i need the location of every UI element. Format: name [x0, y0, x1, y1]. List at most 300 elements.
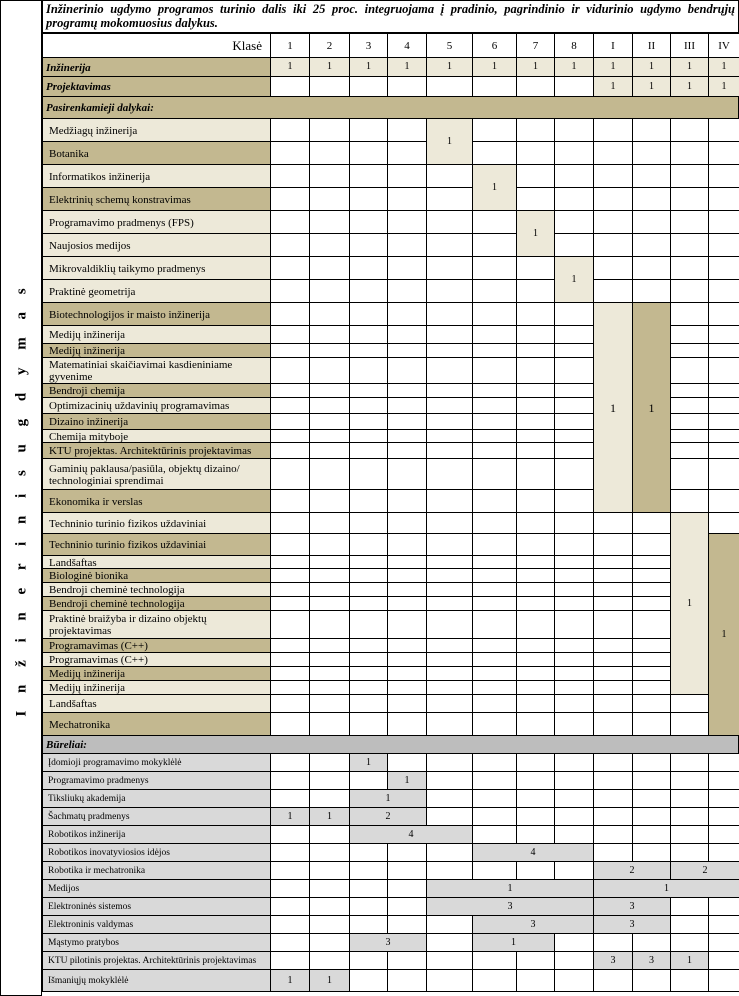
grade-cell	[516, 555, 555, 569]
hours-cell-text: 1	[447, 135, 452, 147]
hours-cell	[554, 256, 594, 303]
grade-cell	[270, 187, 310, 211]
grade-cell	[516, 596, 555, 611]
row-label	[42, 789, 271, 808]
grade-cell	[349, 843, 388, 862]
grade-cell	[387, 279, 427, 303]
grade-cell	[309, 533, 350, 556]
grade-cell	[387, 582, 427, 597]
grade-cell	[632, 512, 671, 534]
table-title: Inžinerinio ugdymo programos turinio dalis iki 25 proc. integruojama į pradinio, pagrindinio ir vidurinio ugdymo bendrųjų programų mokomuosius dalykus.	[42, 0, 739, 33]
grade-cell	[472, 413, 517, 430]
row-label-text: Medžiagų inžinerija	[49, 124, 138, 137]
grade-cell	[349, 397, 388, 414]
grade-cell	[270, 951, 310, 970]
grade-cell	[632, 568, 671, 583]
hours-cell-text: 3	[385, 936, 391, 948]
row-label-text: Biologinė bionika	[49, 570, 129, 582]
side-label	[0, 0, 42, 996]
grade-cell	[349, 383, 388, 398]
grade-cell	[554, 233, 594, 257]
grade-cell	[426, 638, 473, 653]
row-label	[42, 915, 271, 934]
grade-cell	[554, 969, 594, 992]
hours-cell-text: 1	[287, 974, 293, 986]
section-header-clubs-text: Būreliai:	[46, 739, 87, 751]
grade-cell	[387, 325, 427, 344]
grade-cell	[632, 164, 671, 188]
grade-header	[472, 33, 517, 58]
hours-cell	[270, 807, 310, 826]
grade-cell	[670, 429, 709, 443]
grade-cell	[708, 915, 739, 934]
grade-cell	[270, 233, 310, 257]
grade-cell	[593, 568, 633, 583]
grade-header	[516, 33, 555, 58]
grade-cell	[270, 429, 310, 443]
grade-cell	[472, 512, 517, 534]
grade-cell	[554, 118, 594, 142]
grade-cell	[670, 325, 709, 344]
grade-cell	[708, 210, 739, 234]
row-label-text: Programavimo pradmenys (FPS)	[49, 216, 194, 229]
grade-cell	[516, 187, 555, 211]
grade-cell	[516, 610, 555, 639]
grade-cell	[387, 680, 427, 695]
hours-cell	[349, 807, 427, 826]
hours-cell-text: 1	[687, 80, 692, 92]
grade-cell	[270, 210, 310, 234]
grade-cell	[426, 233, 473, 257]
row-label	[42, 512, 271, 534]
grade-cell	[387, 343, 427, 358]
grade-cell	[516, 753, 555, 772]
row-label	[42, 413, 271, 430]
row-label	[42, 233, 271, 257]
grade-cell	[270, 680, 310, 695]
row-label-text: Programavimas (C++)	[49, 654, 148, 666]
grade-cell	[426, 325, 473, 344]
hours-cell	[309, 807, 350, 826]
hours-cell	[593, 879, 739, 898]
grade-cell	[632, 771, 671, 790]
grade-cell	[632, 596, 671, 611]
grade-cell	[309, 118, 350, 142]
grade-cell	[349, 652, 388, 667]
hours-cell	[593, 951, 633, 970]
grade-cell	[554, 442, 594, 459]
grade-cell	[349, 458, 388, 490]
grade-cell	[554, 397, 594, 414]
row-label	[42, 652, 271, 667]
grade-cell	[593, 843, 633, 862]
grade-cell	[309, 951, 350, 970]
grade-cell	[516, 343, 555, 358]
grade-cell	[593, 638, 633, 653]
hours-cell-text: 2	[629, 864, 635, 876]
row-label	[42, 397, 271, 414]
grade-cell	[472, 279, 517, 303]
grade-cell	[516, 680, 555, 695]
row-label	[42, 825, 271, 844]
grade-cell	[472, 771, 517, 790]
grade-cell	[670, 825, 709, 844]
grade-cell	[387, 638, 427, 653]
grade-cell	[309, 596, 350, 611]
grade-cell	[593, 652, 633, 667]
section-header-clubs	[42, 735, 739, 754]
grade-header-text: III	[684, 39, 695, 52]
grade-cell	[270, 638, 310, 653]
grade-cell	[309, 753, 350, 772]
grade-cell	[554, 951, 594, 970]
grade-cell	[472, 582, 517, 597]
grade-header	[349, 33, 388, 58]
grade-cell	[472, 789, 517, 808]
grade-cell	[270, 712, 310, 736]
row-label-text: Botanika	[49, 147, 89, 160]
grade-cell	[516, 771, 555, 790]
row-label	[42, 568, 271, 583]
grade-cell	[554, 302, 594, 326]
row-label	[42, 951, 271, 970]
grade-cell	[632, 141, 671, 165]
grade-cell	[516, 825, 555, 844]
grade-cell	[349, 512, 388, 534]
hours-cell	[708, 76, 739, 97]
grade-header-text: 7	[532, 39, 539, 52]
grade-cell	[270, 357, 310, 384]
row-label	[42, 879, 271, 898]
grade-cell	[309, 843, 350, 862]
row-label	[42, 807, 271, 826]
hours-cell-text: 1	[649, 61, 654, 72]
grade-cell	[270, 325, 310, 344]
grade-cell	[426, 789, 473, 808]
grade-cell	[270, 694, 310, 713]
hours-cell-text: 1	[571, 273, 577, 285]
grade-cell	[426, 210, 473, 234]
grade-cell	[708, 383, 739, 398]
grade-cell	[387, 596, 427, 611]
hours-cell	[270, 57, 310, 77]
grade-cell	[309, 233, 350, 257]
grade-cell	[387, 256, 427, 280]
grade-cell	[270, 118, 310, 142]
grade-cell	[670, 458, 709, 490]
grade-cell	[670, 807, 709, 826]
grade-cell	[349, 187, 388, 211]
hours-cell	[593, 915, 671, 934]
row-label-text: Medijos	[48, 884, 80, 894]
grade-cell	[426, 861, 473, 880]
grade-cell	[593, 610, 633, 639]
grade-cell	[670, 753, 709, 772]
row-label-text: Medijų inžinerija	[49, 329, 126, 341]
grade-cell	[387, 118, 427, 142]
grade-cell	[708, 442, 739, 459]
row-label	[42, 680, 271, 695]
grade-cell	[708, 233, 739, 257]
grade-cell	[349, 343, 388, 358]
hours-cell-text: 1	[610, 80, 616, 92]
grade-cell	[349, 555, 388, 569]
grade-cell	[554, 458, 594, 490]
grade-cell	[270, 843, 310, 862]
grade-cell	[516, 666, 555, 681]
grade-cell	[472, 302, 517, 326]
grade-cell	[387, 915, 427, 934]
grade-cell	[387, 568, 427, 583]
grade-cell	[349, 879, 388, 898]
grade-cell	[554, 694, 594, 713]
hours-cell-text: 3	[629, 900, 635, 912]
grade-cell	[349, 279, 388, 303]
grade-cell	[426, 383, 473, 398]
grade-cell	[426, 753, 473, 772]
grade-cell	[387, 413, 427, 430]
hours-cell-text: 3	[530, 918, 536, 930]
section-header-elective-text: Pasirenkamieji dalykai:	[46, 102, 154, 114]
grade-cell	[670, 442, 709, 459]
grade-cell	[309, 210, 350, 234]
grade-cell	[593, 789, 633, 808]
hours-cell-text: 1	[533, 227, 538, 239]
grade-cell	[670, 210, 709, 234]
grade-cell	[554, 753, 594, 772]
grade-cell	[270, 413, 310, 430]
grade-cell	[426, 712, 473, 736]
grade-cell	[593, 694, 633, 713]
grade-cell	[349, 771, 388, 790]
grade-cell	[670, 343, 709, 358]
hours-cell	[708, 57, 739, 77]
hours-cell	[349, 825, 473, 844]
row-label-text: Įdomioji programavimo mokyklėlė	[48, 758, 182, 768]
grade-cell	[554, 533, 594, 556]
grade-cell	[554, 861, 594, 880]
grade-cell	[516, 694, 555, 713]
grade-cell	[387, 397, 427, 414]
hours-cell	[554, 57, 594, 77]
row-label-text: Ekonomika ir verslas	[49, 495, 143, 508]
grade-cell	[309, 652, 350, 667]
grade-cell	[472, 210, 517, 234]
grade-cell	[516, 638, 555, 653]
hours-cell-text: 1	[404, 61, 410, 72]
row-label-text: Medijų inžinerija	[49, 668, 126, 680]
hours-cell-text: 1	[511, 936, 516, 948]
grade-cell	[309, 429, 350, 443]
grade-cell	[554, 325, 594, 344]
row-label-text: Chemija mityboje	[49, 430, 129, 443]
grade-cell	[516, 383, 555, 398]
grade-cell	[708, 325, 739, 344]
hours-cell-text: 1	[507, 882, 513, 894]
grade-cell	[593, 596, 633, 611]
grade-cell	[270, 489, 310, 513]
grade-cell	[309, 861, 350, 880]
row-label	[42, 343, 271, 358]
hours-cell	[349, 789, 427, 808]
grade-cell	[516, 489, 555, 513]
grade-cell	[426, 555, 473, 569]
grade-cell	[349, 568, 388, 583]
grade-cell	[426, 666, 473, 681]
grade-cell	[708, 429, 739, 443]
grade-cell	[670, 357, 709, 384]
grade-cell	[387, 610, 427, 639]
row-label-text: Techninio turinio fizikos uždaviniai	[49, 517, 207, 530]
grade-cell	[349, 256, 388, 280]
grade-cell	[426, 256, 473, 280]
grade-cell	[670, 843, 709, 862]
row-label	[42, 610, 271, 639]
grade-cell	[554, 771, 594, 790]
row-label	[42, 638, 271, 653]
grade-cell	[270, 596, 310, 611]
grade-cell	[472, 489, 517, 513]
row-label	[42, 897, 271, 916]
grade-cell	[349, 118, 388, 142]
grade-cell	[554, 610, 594, 639]
grade-cell	[554, 789, 594, 808]
hours-cell	[387, 57, 427, 77]
grade-cell	[349, 610, 388, 639]
grade-cell	[554, 825, 594, 844]
grade-cell	[426, 164, 473, 188]
row-label-text: Dizaino inžinerija	[49, 416, 129, 428]
grade-cell	[593, 533, 633, 556]
row-label	[42, 489, 271, 513]
grade-cell	[426, 458, 473, 490]
grade-cell	[708, 458, 739, 490]
row-label-text: Elektrinių schemų konstravimas	[49, 193, 191, 206]
grade-cell	[632, 582, 671, 597]
grade-cell	[632, 933, 671, 952]
grade-cell	[670, 141, 709, 165]
grade-cell	[426, 489, 473, 513]
row-label	[42, 357, 271, 384]
grade-cell	[670, 233, 709, 257]
row-label	[42, 302, 271, 326]
row-label-text: Robotikos inovatyviosios idėjos	[48, 848, 170, 858]
row-label	[42, 458, 271, 490]
row-label	[42, 383, 271, 398]
grade-cell	[349, 489, 388, 513]
grade-cell	[309, 582, 350, 597]
grade-cell	[270, 76, 310, 97]
grade-cell	[270, 458, 310, 490]
class-header-text: Klasė	[232, 37, 262, 53]
grade-cell	[309, 825, 350, 844]
grade-cell	[270, 383, 310, 398]
grade-cell	[472, 118, 517, 142]
grade-cell	[516, 807, 555, 826]
grade-cell	[632, 279, 671, 303]
grade-cell	[554, 596, 594, 611]
hours-cell	[516, 210, 555, 257]
grade-cell	[309, 256, 350, 280]
hours-cell-text: 1	[404, 774, 410, 786]
hours-cell-text: 1	[366, 61, 371, 72]
hours-cell	[632, 302, 671, 513]
grade-cell	[708, 343, 739, 358]
hours-cell	[593, 897, 671, 916]
row-label	[42, 861, 271, 880]
hours-cell-text: 4	[530, 846, 536, 858]
grade-cell	[270, 861, 310, 880]
grade-cell	[516, 442, 555, 459]
grade-cell	[708, 789, 739, 808]
grade-cell	[387, 442, 427, 459]
grade-cell	[516, 429, 555, 443]
hours-cell-text: 3	[629, 918, 635, 930]
grade-cell	[309, 712, 350, 736]
grade-cell	[516, 256, 555, 280]
grade-cell	[632, 807, 671, 826]
grade-cell	[270, 582, 310, 597]
grade-cell	[309, 343, 350, 358]
grade-cell	[349, 951, 388, 970]
hours-cell	[670, 57, 709, 77]
grade-cell	[426, 533, 473, 556]
grade-cell	[309, 279, 350, 303]
hours-cell-text: 1	[447, 61, 452, 72]
row-label-text: Bendroji cheminė technologija	[49, 598, 185, 610]
grade-cell	[387, 489, 427, 513]
grade-header-text: 8	[571, 39, 577, 52]
grade-cell	[309, 638, 350, 653]
grade-cell	[426, 843, 473, 862]
hours-cell-text: 4	[408, 828, 414, 840]
hours-cell	[472, 915, 594, 934]
grade-cell	[554, 429, 594, 443]
grade-cell	[309, 141, 350, 165]
grade-cell	[554, 413, 594, 430]
row-label	[42, 771, 271, 790]
grade-cell	[349, 302, 388, 326]
grade-cell	[554, 76, 594, 97]
grade-cell	[554, 807, 594, 826]
hours-cell	[387, 771, 427, 790]
grade-cell	[472, 533, 517, 556]
grade-cell	[708, 256, 739, 280]
grade-cell	[387, 951, 427, 970]
grade-cell	[708, 489, 739, 513]
grade-cell	[472, 610, 517, 639]
row-label-text: Informatikos inžinerija	[49, 170, 151, 183]
grade-cell	[472, 429, 517, 443]
grade-cell	[349, 680, 388, 695]
grade-header	[554, 33, 594, 58]
row-label	[42, 57, 271, 77]
row-label-text: Elektroninės sistemos	[48, 902, 132, 912]
grade-cell	[708, 969, 739, 992]
hours-cell	[349, 933, 427, 952]
grade-cell	[708, 897, 739, 916]
hours-cell-text: 1	[664, 882, 669, 894]
grade-cell	[554, 343, 594, 358]
grade-header	[670, 33, 709, 58]
grade-cell	[387, 712, 427, 736]
row-label	[42, 582, 271, 597]
grade-cell	[593, 680, 633, 695]
row-label-text: KTU pilotinis projektas. Architektūrinis projektavimas	[48, 956, 257, 966]
grade-cell	[349, 666, 388, 681]
side-label-text: I n ž i n e r i n i s u g d y m a s	[13, 281, 30, 717]
grade-cell	[270, 933, 310, 952]
